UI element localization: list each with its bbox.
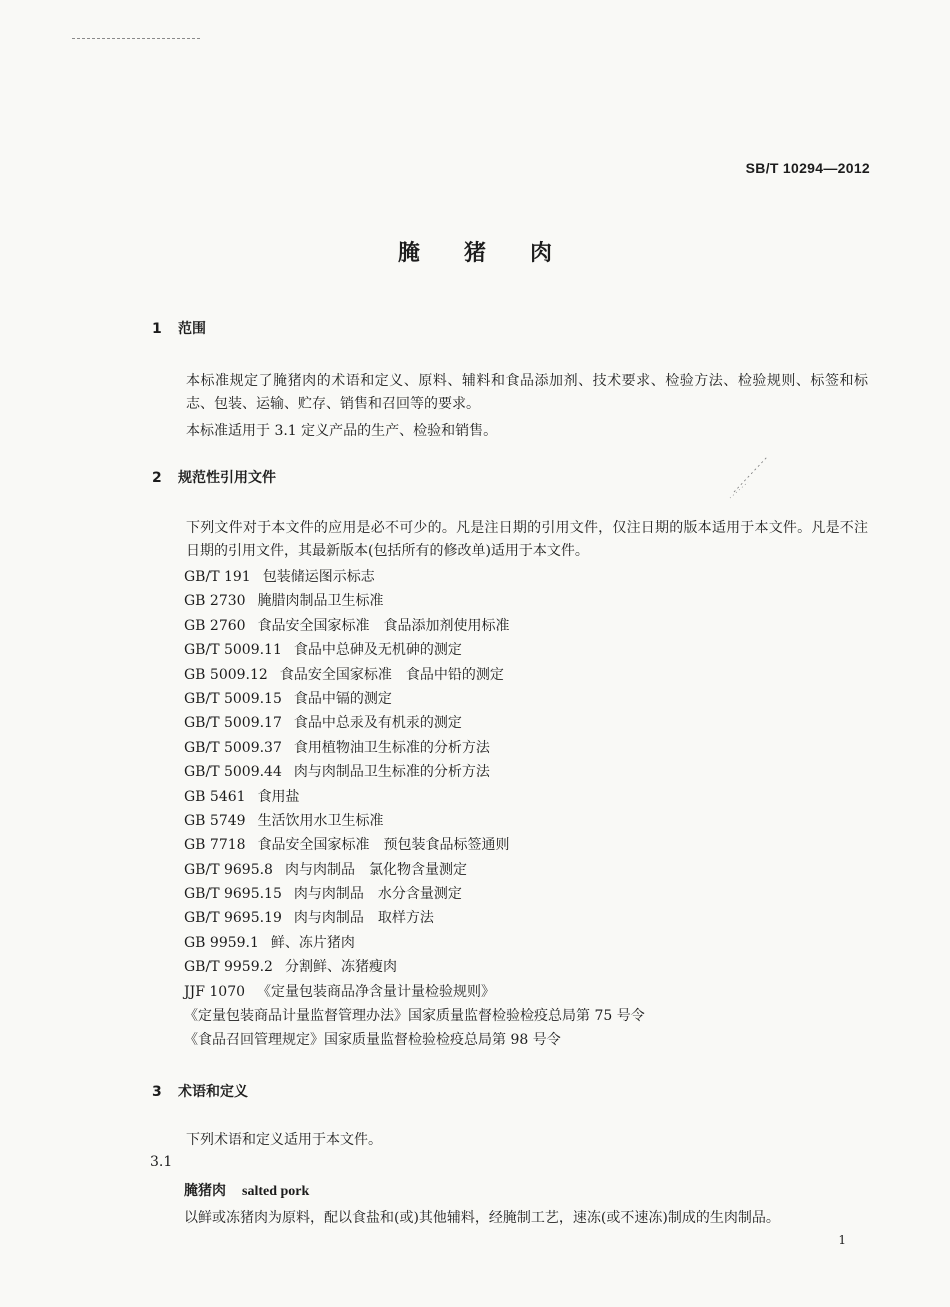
document-title: 腌猪肉 bbox=[397, 241, 596, 266]
reference-code: GB/T 9695.15 bbox=[184, 886, 282, 903]
reference-code: GB 5461 bbox=[184, 788, 246, 805]
reference-code: GB 5749 bbox=[184, 812, 246, 829]
reference-code: GB/T 5009.15 bbox=[184, 690, 282, 707]
reference-item bbox=[184, 833, 645, 857]
reference-item bbox=[184, 931, 645, 955]
reference-list bbox=[184, 565, 645, 1053]
normative-refs-intro: 下列文件对于本文件的应用是必不可少的。凡是注日期的引用文件，仅注日期的版本适用于本文件。凡是不注日期的引用文件，其最新版本(包括所有的修改单)适用于本文件。 bbox=[186, 520, 868, 559]
reference-item bbox=[184, 565, 645, 589]
reference-code: GB/T 5009.44 bbox=[184, 764, 282, 781]
reference-item bbox=[184, 980, 645, 1004]
reference-name: 食品中镉的测定 bbox=[293, 690, 392, 707]
term-english: salted pork bbox=[242, 1184, 310, 1199]
reference-name: 肉与肉制品卫生标准的分析方法 bbox=[293, 764, 490, 781]
reference-name: 腌腊肉制品卫生标准 bbox=[257, 593, 384, 610]
reference-name: 鲜、冻片猪肉 bbox=[270, 934, 355, 951]
reference-name: 生活饮用水卫生标准 bbox=[257, 812, 384, 829]
reference-item bbox=[184, 638, 645, 662]
reference-name: 肉与肉制品 取样方法 bbox=[293, 910, 434, 927]
reference-item bbox=[184, 858, 645, 882]
reference-item bbox=[184, 1004, 645, 1028]
reference-name: 包装储运图示标志 bbox=[262, 569, 375, 585]
reference-name: 分割鲜、冻猪瘦肉 bbox=[284, 959, 397, 976]
scan-artifact-line bbox=[72, 38, 202, 39]
term-definition: 以鲜或冻猪肉为原料，配以食盐和(或)其他辅料，经腌制工艺，速冻(或不速冻)制成的生肉制品。 bbox=[184, 1210, 780, 1226]
section-heading-scope bbox=[152, 318, 206, 338]
reference-item bbox=[184, 736, 645, 760]
reference-name: 食品安全国家标准 食品中铅的测定 bbox=[279, 666, 504, 683]
reference-item bbox=[184, 711, 645, 735]
term-entry bbox=[184, 1180, 309, 1200]
reference-name: 《定量包装商品计量监督管理办法》国家质量监督检验检疫总局第 75 号令 bbox=[184, 1008, 645, 1025]
reference-name: 食品中总砷及无机砷的测定 bbox=[293, 642, 462, 659]
reference-name: 《食品召回管理规定》国家质量监督检验检疫总局第 98 号令 bbox=[184, 1032, 561, 1049]
section-heading-terms bbox=[152, 1081, 248, 1101]
reference-item bbox=[184, 906, 645, 930]
reference-code: GB 5009.12 bbox=[184, 666, 268, 683]
reference-code: GB/T 5009.17 bbox=[184, 715, 282, 732]
terms-intro: 下列术语和定义适用于本文件。 bbox=[186, 1132, 382, 1148]
reference-code: GB 2730 bbox=[184, 593, 246, 610]
term-chinese: 腌猪肉 bbox=[184, 1183, 226, 1199]
reference-name: 肉与肉制品 水分含量测定 bbox=[293, 886, 462, 903]
section-title: 术语和定义 bbox=[178, 1084, 248, 1100]
reference-name: 食用植物油卫生标准的分析方法 bbox=[293, 739, 490, 756]
reference-code: GB/T 9695.8 bbox=[184, 861, 273, 878]
reference-item bbox=[184, 589, 645, 613]
scope-paragraph-1: 本标准规定了腌猪肉的术语和定义、原料、辅料和食品添加剂、技术要求、检验方法、检验规则、标签和标志、包装、运输、贮存、销售和召回等的要求。 bbox=[186, 373, 868, 412]
reference-code: GB 9959.1 bbox=[184, 934, 259, 951]
reference-code: GB 2760 bbox=[184, 617, 246, 634]
section-title: 规范性引用文件 bbox=[178, 470, 276, 486]
scope-paragraph-2: 本标准适用于 3.1 定义产品的生产、检验和销售。 bbox=[186, 423, 498, 439]
reference-code: GB/T 9695.19 bbox=[184, 910, 282, 927]
reference-item bbox=[184, 614, 645, 638]
section-heading-normative-refs bbox=[152, 467, 276, 487]
reference-item bbox=[184, 663, 645, 687]
section-title: 范围 bbox=[178, 321, 206, 337]
reference-code: GB 7718 bbox=[184, 837, 246, 854]
reference-code: JJF 1070 bbox=[184, 983, 246, 1000]
reference-code: GB/T 9959.2 bbox=[184, 959, 273, 976]
reference-code: GB/T 191 bbox=[184, 569, 251, 585]
reference-name: 肉与肉制品 氯化物含量测定 bbox=[284, 861, 467, 878]
section-number: 2 bbox=[152, 470, 162, 486]
reference-code: GB/T 5009.37 bbox=[184, 739, 282, 756]
reference-item bbox=[184, 760, 645, 784]
reference-name: 食品中总汞及有机汞的测定 bbox=[293, 715, 462, 732]
reference-name: 食品安全国家标准 食品添加剂使用标准 bbox=[257, 617, 510, 634]
reference-item bbox=[184, 809, 645, 833]
reference-item bbox=[184, 1028, 645, 1052]
reference-item bbox=[184, 785, 645, 809]
reference-item bbox=[184, 955, 645, 979]
scan-speck-marks bbox=[728, 452, 778, 502]
reference-name: 食品安全国家标准 预包装食品标签通则 bbox=[257, 837, 510, 854]
reference-item bbox=[184, 882, 645, 906]
reference-item bbox=[184, 687, 645, 711]
clause-number: 3.1 bbox=[150, 1154, 173, 1170]
page-number: 1 bbox=[838, 1233, 846, 1247]
section-number: 3 bbox=[152, 1084, 162, 1100]
reference-code: GB/T 5009.11 bbox=[184, 642, 282, 659]
standard-number: SB/T 10294—2012 bbox=[745, 160, 870, 176]
reference-name: 《定量包装商品净含量计量检验规则》 bbox=[257, 983, 496, 1000]
reference-name: 食用盐 bbox=[257, 788, 300, 805]
section-number: 1 bbox=[152, 321, 162, 337]
